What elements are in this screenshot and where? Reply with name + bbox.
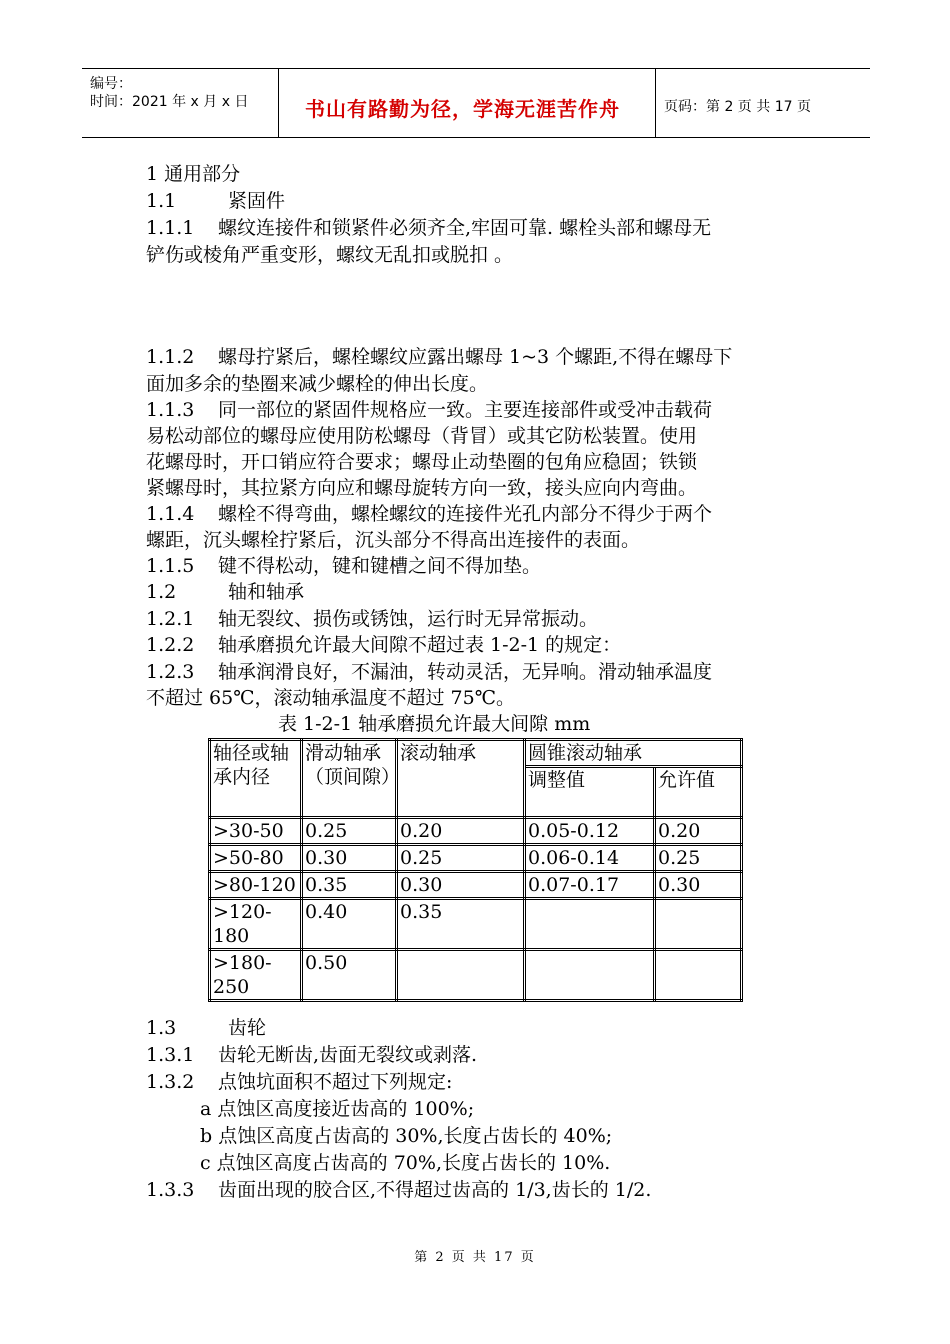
table-cell bbox=[525, 899, 655, 950]
section-text: 螺纹连接件和锁紧件必须齐全,牢固可靠. 螺栓头部和螺母无 bbox=[218, 217, 712, 239]
heading-1-1 bbox=[146, 189, 285, 213]
text-line: 紧螺母时，其拉紧方向应和螺母旋转方向一致，接头应向内弯曲。 bbox=[146, 477, 698, 499]
table-cell bbox=[525, 950, 655, 1001]
header-cell: 滑动轴承（顶间隙） bbox=[302, 740, 397, 818]
time-label: 时间：2021 年 x 月 x 日 bbox=[90, 94, 249, 110]
text-line: 铲伤或棱角严重变形，螺纹无乱扣或脱扣 。 bbox=[146, 244, 514, 266]
section-number: 1.1 bbox=[146, 190, 177, 212]
table-row bbox=[210, 818, 742, 845]
table-row bbox=[210, 845, 742, 872]
subheader-cell: 调整值 bbox=[525, 767, 655, 818]
list-item: c 点蚀区高度占齿高的 70%,长度占齿长的 10%. bbox=[200, 1152, 611, 1174]
bearing-clearance-table bbox=[208, 738, 743, 1002]
table-cell: 0.25 bbox=[655, 845, 742, 872]
header-info bbox=[82, 69, 279, 137]
table-cell: >180-250 bbox=[210, 950, 302, 1001]
section-text: 螺栓不得弯曲，螺栓螺纹的连接件光孔内部分不得少于两个 bbox=[218, 503, 713, 525]
header-cell: 滚动轴承 bbox=[397, 740, 525, 818]
table-cell: 0.30 bbox=[302, 845, 397, 872]
text-line: 不超过 65℃，滚动轴承温度不超过 75℃。 bbox=[146, 687, 515, 709]
section-number: 1.1.2 bbox=[146, 346, 195, 368]
section-text: 轴和轴承 bbox=[228, 581, 305, 603]
table-cell: 0.06-0.14 bbox=[525, 845, 655, 872]
heading-1-2 bbox=[146, 580, 304, 604]
section-title: 1 通用部分 bbox=[146, 163, 241, 185]
table-cell: 0.40 bbox=[302, 899, 397, 950]
section-text: 螺母拧紧后，螺栓螺纹应露出螺母 1~3 个螺距,不得在螺母下 bbox=[218, 346, 733, 368]
section-text: 紧固件 bbox=[228, 190, 286, 212]
section-text: 轴无裂纹、损伤或锈蚀，运行时无异常振动。 bbox=[218, 608, 599, 630]
header-motto-cell bbox=[279, 69, 656, 137]
section-number: 1.1.1 bbox=[146, 217, 195, 239]
section-text: 点蚀坑面积不超过下列规定: bbox=[218, 1071, 453, 1093]
table-header-row bbox=[210, 740, 742, 767]
table-row bbox=[210, 950, 742, 1001]
section-number: 1.2.2 bbox=[146, 634, 195, 656]
section-text: 轴承磨损允许最大间隙不超过表 1-2-1 的规定： bbox=[218, 634, 622, 656]
section-text: 齿轮 bbox=[228, 1017, 267, 1039]
section-number: 1.1.3 bbox=[146, 399, 195, 421]
table-cell: >50-80 bbox=[210, 845, 302, 872]
table-caption: 表 1-2-1 轴承磨损允许最大间隙 mm bbox=[278, 713, 591, 735]
para-1-2-2 bbox=[146, 633, 621, 657]
table-cell: 0.05-0.12 bbox=[525, 818, 655, 845]
table-cell: 0.07-0.17 bbox=[525, 872, 655, 899]
text-line: 易松动部位的螺母应使用防松螺母（背冒）或其它防松装置。使用 bbox=[146, 425, 698, 447]
text-line: 花螺母时，开口销应符合要求；螺母止动垫圈的包角应稳固；铁锁 bbox=[146, 451, 698, 473]
text-line: 面加多余的垫圈来减少螺栓的伸出长度。 bbox=[146, 373, 489, 395]
para-1-3-3 bbox=[146, 1178, 651, 1202]
code-label: 编号： bbox=[90, 76, 132, 92]
text-line: 螺距，沉头螺栓拧紧后，沉头部分不得高出连接件的表面。 bbox=[146, 529, 641, 551]
header-cell: 圆锥滚动轴承 bbox=[525, 740, 742, 767]
table-cell: >80-120 bbox=[210, 872, 302, 899]
section-text: 齿轮无断齿,齿面无裂纹或剥落. bbox=[218, 1044, 478, 1066]
header-cell: 轴径或轴承内径 bbox=[210, 740, 302, 818]
para-1-1-3 bbox=[146, 398, 712, 422]
table-cell bbox=[655, 950, 742, 1001]
para-1-1-2 bbox=[146, 345, 732, 369]
section-text: 齿面出现的胶合区,不得超过齿高的 1/3,齿长的 1/2. bbox=[218, 1179, 652, 1201]
section-number: 1.3 bbox=[146, 1017, 177, 1039]
para-1-3-2 bbox=[146, 1070, 452, 1094]
list-item: b 点蚀区高度占齿高的 30%,长度占齿长的 40%; bbox=[200, 1125, 613, 1147]
table-cell: >120-180 bbox=[210, 899, 302, 950]
motto: 书山有路勤为径，学海无涯苦作舟 bbox=[305, 97, 620, 121]
para-1-2-3 bbox=[146, 660, 712, 684]
table-cell: 0.25 bbox=[302, 818, 397, 845]
section-text: 键不得松动，键和键槽之间不得加垫。 bbox=[218, 555, 542, 577]
section-number: 1.2.3 bbox=[146, 661, 195, 683]
page-footer: 第 2 页 共 17 页 bbox=[414, 1250, 536, 1265]
section-number: 1.1.4 bbox=[146, 503, 195, 525]
para-1-3-1 bbox=[146, 1043, 477, 1067]
table-cell: 0.20 bbox=[397, 818, 525, 845]
table-cell bbox=[655, 899, 742, 950]
page-header bbox=[82, 68, 870, 138]
heading-1-3 bbox=[146, 1016, 266, 1040]
table-cell bbox=[397, 950, 525, 1001]
table-cell: 0.30 bbox=[655, 872, 742, 899]
table-row bbox=[210, 899, 742, 950]
table-cell: 0.30 bbox=[397, 872, 525, 899]
list-item: a 点蚀区高度接近齿高的 100%; bbox=[200, 1098, 475, 1120]
subheader-cell: 允许值 bbox=[655, 767, 742, 818]
section-number: 1.2 bbox=[146, 581, 177, 603]
section-number: 1.1.5 bbox=[146, 555, 195, 577]
header-page-cell bbox=[656, 69, 870, 137]
para-1-2-1 bbox=[146, 607, 598, 631]
section-text: 同一部位的紧固件规格应一致。主要连接部件或受冲击载荷 bbox=[218, 399, 713, 421]
para-1-1-5 bbox=[146, 554, 541, 578]
table-cell: 0.35 bbox=[397, 899, 525, 950]
table-cell: 0.50 bbox=[302, 950, 397, 1001]
page-info: 页码：第 2 页 共 17 页 bbox=[664, 99, 811, 115]
table-cell: 0.20 bbox=[655, 818, 742, 845]
section-number: 1.3.3 bbox=[146, 1179, 195, 1201]
section-number: 1.3.2 bbox=[146, 1071, 195, 1093]
section-number: 1.2.1 bbox=[146, 608, 195, 630]
section-text: 轴承润滑良好，不漏油，转动灵活，无异响。滑动轴承温度 bbox=[218, 661, 713, 683]
table-cell: >30-50 bbox=[210, 818, 302, 845]
table-cell: 0.25 bbox=[397, 845, 525, 872]
table-row bbox=[210, 872, 742, 899]
para-1-1-4 bbox=[146, 502, 712, 526]
table-cell: 0.35 bbox=[302, 872, 397, 899]
section-number: 1.3.1 bbox=[146, 1044, 195, 1066]
para-1-1-1 bbox=[146, 216, 711, 240]
